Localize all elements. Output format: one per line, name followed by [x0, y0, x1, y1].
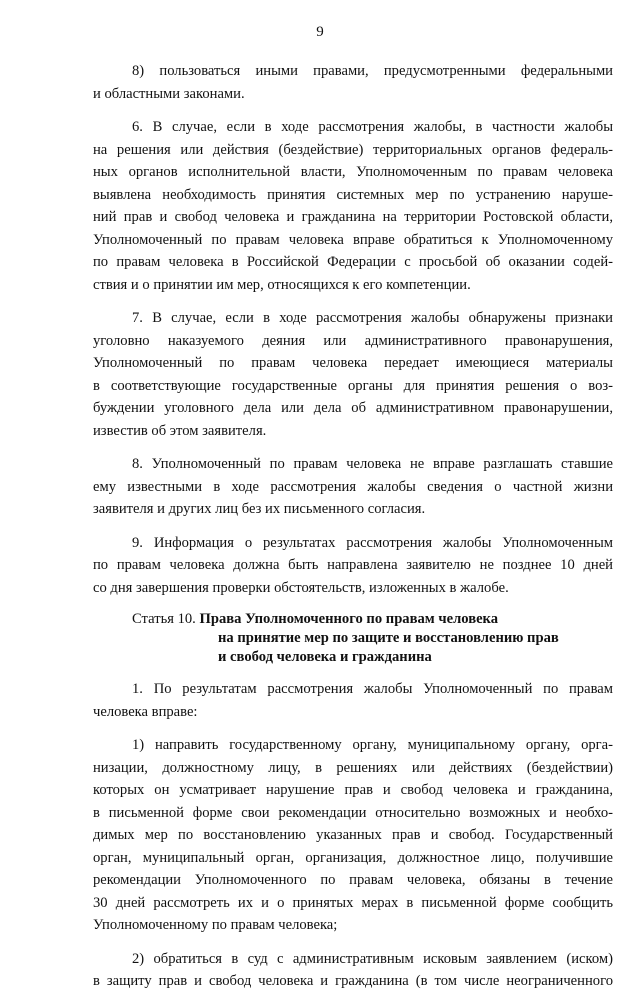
text-line: 8. Уполномоченный по правам человека не вправе разглашать ставшие: [132, 456, 613, 472]
text-line: по правам человека должна быть направлена заявителю не позднее 10 дней: [93, 557, 613, 573]
text-line: ствия и о принятии им мер, относящихся к его компетенции.: [93, 276, 471, 293]
text-line: 6. В случае, если в ходе рассмотрения жалобы, в частности жалобы: [132, 119, 613, 135]
text-line: рекомендации Уполномоченного по правам человека, обязаны в течение: [93, 872, 613, 888]
paragraph-p8: [93, 453, 613, 521]
text-line: Уполномоченный по правам человека вправе обратиться к Уполномоченному: [93, 231, 613, 248]
text-line: 30 дней рассмотреть их и о принятых мерах в письменной форме сообщить: [93, 894, 613, 911]
text-line: 1. По результатам рассмотрения жалобы Уполномоченный по правам: [132, 681, 613, 697]
text-line: известив об этом заявителя.: [93, 422, 267, 439]
text-line: уголовно наказуемого деяния или административного правонарушения,: [93, 332, 613, 349]
text-line: в соответствующие государственные органы для принятия решения о воз-: [93, 377, 613, 394]
article-heading: [93, 610, 613, 667]
text-line: которых он усматривает нарушение прав и свобод человека и гражданина,: [93, 782, 613, 798]
text-line: буждении уголовного дела или дела об административном правонарушении,: [93, 400, 613, 416]
paragraph-p9: [93, 532, 613, 600]
text-line: в письменной форме свои рекомендации относительно возможных и необхо-: [93, 804, 613, 821]
text-line: ных органов исполнительной власти, Уполномоченным по правам человека: [93, 164, 613, 180]
text-line: низации, должностному лицу, в решениях или действиях (бездействии): [93, 759, 613, 776]
text-line: человека вправе:: [93, 703, 198, 720]
text-line: ний прав и свобод человека и гражданина на территории Ростовской области,: [93, 209, 613, 225]
text-line: на решения или действия (бездействие) территориальных органов федераль-: [93, 141, 613, 158]
paragraph-a1-2: [93, 948, 613, 993]
text-line: 2) обратиться в суд с административным исковым заявлением (иском): [132, 950, 613, 967]
paragraph-p6: [93, 116, 613, 296]
text-line: Уполномоченный по правам человека передает имеющиеся материалы: [93, 355, 613, 371]
page-number: 9: [316, 24, 324, 40]
document-body: [93, 60, 613, 1004]
paragraph-a1-1: [93, 734, 613, 937]
paragraph-p7: [93, 307, 613, 442]
text-line: ему известными в ходе рассмотрения жалобы сведения о частной жизни: [93, 478, 613, 495]
text-line: 7. В случае, если в ходе рассмотрения жалобы обнаружены признаки: [132, 310, 613, 326]
text-line: со дня завершения проверки обстоятельств, изложенных в жалобе.: [93, 579, 509, 596]
text-line: орган, муниципальный орган, организация, должностное лицо, получившие: [93, 849, 613, 866]
article-title-line: и свобод человека и гражданина: [218, 649, 432, 665]
paragraph-a1: [93, 678, 613, 723]
text-line: Уполномоченному по правам человека;: [93, 917, 338, 933]
text-line: 1) направить государственному органу, муниципальному органу, орга-: [132, 737, 613, 753]
text-line: 9. Информация о результатах рассмотрения жалобы Уполномоченным: [132, 534, 613, 551]
article-title-line: на принятие мер по защите и восстановлению прав: [218, 630, 559, 646]
article-title-line: Права Уполномоченного по правам человека: [199, 611, 499, 627]
text-line: заявителя и других лиц без их письменного согласия.: [93, 501, 426, 517]
paragraphs-before-article: [93, 60, 613, 599]
text-line: по правам человека в Российской Федерации с просьбой об оказании содей-: [93, 254, 613, 270]
text-line: димых мер по восстановлению указанных прав и свобод. Государственный: [93, 827, 613, 843]
text-line: в защиту прав и свобод человека и гражданина (в том числе неограниченного: [93, 973, 613, 989]
article-paragraphs: [93, 678, 613, 993]
text-line: 8) пользоваться иными правами, предусмотренными федеральными: [132, 63, 613, 79]
paragraph-p8-1: [93, 60, 613, 105]
article-label: Статья 10.: [132, 611, 196, 627]
article-heading-first-line: [93, 610, 613, 629]
text-line: и областными законами.: [93, 85, 245, 102]
text-line: выявлена необходимость принятия системных мер по устранению наруше-: [93, 186, 613, 203]
